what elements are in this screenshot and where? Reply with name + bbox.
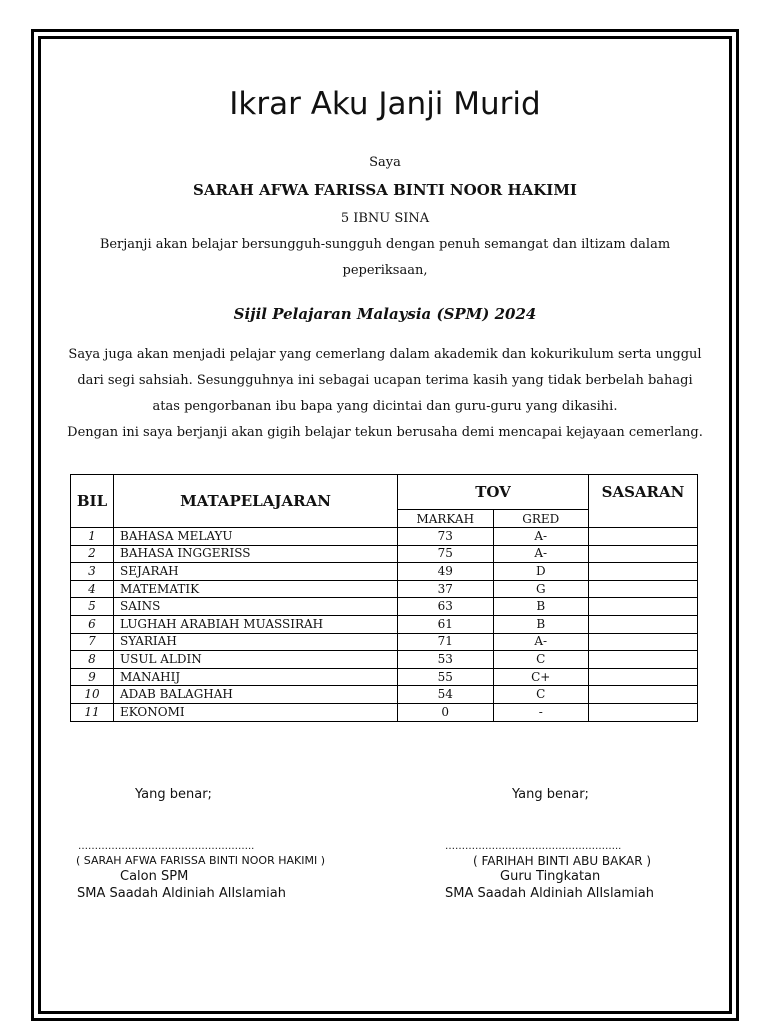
row-mark: 49 xyxy=(398,563,494,581)
row-target xyxy=(589,580,698,598)
intro-text: Saya xyxy=(369,155,401,170)
row-grade: A- xyxy=(493,528,589,546)
row-mark: 61 xyxy=(398,615,494,633)
row-mark: 55 xyxy=(398,668,494,686)
pledge-line: peperiksaan, xyxy=(342,263,428,278)
row-subject: SAINS xyxy=(114,598,398,616)
document-title: Ikrar Aku Janji Murid xyxy=(229,86,541,122)
table-row xyxy=(71,528,698,546)
row-number: 1 xyxy=(71,528,114,546)
row-subject: BAHASA INGGERISS xyxy=(114,545,398,563)
row-mark: 73 xyxy=(398,528,494,546)
header-bil: BIL xyxy=(71,475,114,528)
row-mark: 71 xyxy=(398,633,494,651)
row-target xyxy=(589,528,698,546)
row-grade: B xyxy=(493,598,589,616)
left-signatory-name: ( SARAH AFWA FARISSA BINTI NOOR HAKIMI ) xyxy=(76,854,325,867)
table-row xyxy=(71,545,698,563)
row-target xyxy=(589,703,698,721)
row-grade: G xyxy=(493,580,589,598)
row-target xyxy=(589,615,698,633)
left-school-name: SMA Saadah Aldiniah AlIslamiah xyxy=(77,886,286,901)
row-target xyxy=(589,651,698,669)
row-grade: C+ xyxy=(493,668,589,686)
left-signature-line: …………………………………………….. xyxy=(78,841,255,852)
row-grade: C xyxy=(493,686,589,704)
left-signatory-role: Calon SPM xyxy=(120,869,189,884)
right-signatory-role: Guru Tingkatan xyxy=(500,869,601,884)
row-grade: D xyxy=(493,563,589,581)
row-subject: MATEMATIK xyxy=(114,580,398,598)
row-grade: A- xyxy=(493,545,589,563)
table-row xyxy=(71,686,698,704)
right-greeting: Yang benar; xyxy=(512,787,589,802)
right-school-name: SMA Saadah Aldiniah AlIslamiah xyxy=(445,886,654,901)
row-grade: C xyxy=(493,651,589,669)
header-target: SASARAN xyxy=(589,475,698,528)
paragraph-line: Saya juga akan menjadi pelajar yang cemerlang dalam akademik dan kokurikulum serta unggul xyxy=(68,347,702,362)
row-target xyxy=(589,668,698,686)
row-grade: - xyxy=(493,703,589,721)
row-number: 4 xyxy=(71,580,114,598)
row-target xyxy=(589,545,698,563)
row-subject: ADAB BALAGHAH xyxy=(114,686,398,704)
row-number: 3 xyxy=(71,563,114,581)
table-row xyxy=(71,615,698,633)
header-mark: MARKAH xyxy=(398,510,494,528)
row-target xyxy=(589,598,698,616)
paragraph-line: Dengan ini saya berjanji akan gigih belajar tekun berusaha demi mencapai kejayaan cemerlang. xyxy=(67,425,703,440)
table-row xyxy=(71,668,698,686)
header-tov: TOV xyxy=(398,475,589,510)
grades-table xyxy=(70,474,698,722)
row-grade: B xyxy=(493,615,589,633)
paragraph-line: dari segi sahsiah. Sesungguhnya ini sebagai ucapan terima kasih yang tidak berbelah bahagi xyxy=(77,373,693,388)
row-mark: 0 xyxy=(398,703,494,721)
row-subject: SYARIAH xyxy=(114,633,398,651)
row-target xyxy=(589,686,698,704)
row-grade: A- xyxy=(493,633,589,651)
row-subject: USUL ALDIN xyxy=(114,651,398,669)
row-number: 5 xyxy=(71,598,114,616)
pledge-line: Berjanji akan belajar bersungguh-sungguh dengan penuh semangat dan iltizam dalam xyxy=(99,237,671,252)
row-target xyxy=(589,563,698,581)
row-number: 7 xyxy=(71,633,114,651)
table-row xyxy=(71,580,698,598)
row-subject: EKONOMI xyxy=(114,703,398,721)
row-mark: 37 xyxy=(398,580,494,598)
table-row xyxy=(71,703,698,721)
table-row xyxy=(71,563,698,581)
right-signatory-name: ( FARIHAH BINTI ABU BAKAR ) xyxy=(473,854,652,868)
table-row xyxy=(71,651,698,669)
row-subject: SEJARAH xyxy=(114,563,398,581)
exam-title: Sijil Pelajaran Malaysia (SPM) 2024 xyxy=(233,305,537,323)
row-number: 6 xyxy=(71,615,114,633)
table-row xyxy=(71,598,698,616)
row-mark: 53 xyxy=(398,651,494,669)
row-mark: 63 xyxy=(398,598,494,616)
paragraph-line: atas pengorbanan ibu bapa yang dicintai dan guru-guru yang dikasihi. xyxy=(152,399,618,414)
row-mark: 54 xyxy=(398,686,494,704)
row-target xyxy=(589,633,698,651)
row-number: 11 xyxy=(71,703,114,721)
table-row xyxy=(71,633,698,651)
student-name: SARAH AFWA FARISSA BINTI NOOR HAKIMI xyxy=(193,181,577,199)
class-name: 5 IBNU SINA xyxy=(340,211,430,226)
left-greeting: Yang benar; xyxy=(135,787,212,802)
row-subject: BAHASA MELAYU xyxy=(114,528,398,546)
header-grade: GRED xyxy=(493,510,589,528)
row-number: 10 xyxy=(71,686,114,704)
right-signature-line: …………………………………………….. xyxy=(445,841,622,852)
row-number: 9 xyxy=(71,668,114,686)
header-subject: MATAPELAJARAN xyxy=(114,475,398,528)
row-subject: MANAHIJ xyxy=(114,668,398,686)
row-number: 8 xyxy=(71,651,114,669)
row-mark: 75 xyxy=(398,545,494,563)
row-number: 2 xyxy=(71,545,114,563)
row-subject: LUGHAH ARABIAH MUASSIRAH xyxy=(114,615,398,633)
